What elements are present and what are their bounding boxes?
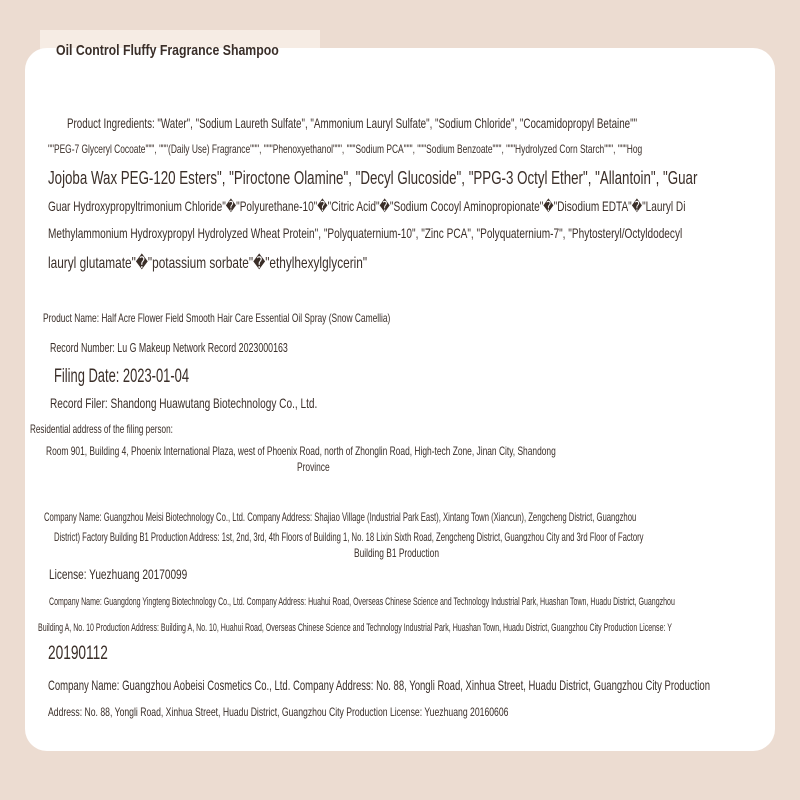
meisi-line-3: Building B1 Production: [354, 546, 439, 560]
yingteng-line-2: Building A, No. 10 Production Address: Building A, No. 10, Huahui Road, Overseas Chinese Science and Technology Industrial Park, Huashan Town, Huadu District, Guangzhou City Production License: Y: [38, 622, 672, 634]
meisi-line-2: District) Factory Building B1 Production Address: 1st, 2nd, 3rd, 4th Floors of Building 1, No. 18 Lixin Sixth Road, Zengcheng District, Guangzhou City and 3rd Floor of Factory: [54, 530, 644, 544]
aobeisi-line-2: Address: No. 88, Yongli Road, Xinhua Street, Huadu District, Guangzhou City Production License: Yuezhuang 20160606: [48, 705, 509, 719]
ingredients-line-5: Methylammonium Hydroxypropyl Hydrolyzed Wheat Protein", "Polyquaternium-10", "Zinc PCA", "Polyquaternium-7", "Phytosteryl/Octyldodecyl: [48, 225, 683, 241]
license-2: 20190112: [48, 643, 108, 664]
address-line-1: Room 901, Building 4, Phoenix International Plaza, west of Phoenix Road, north of Zhonglin Road, High-tech Zone, Jinan City, Shandong: [46, 444, 556, 458]
record-number: Record Number: Lu G Makeup Network Record 2023000163: [50, 340, 288, 355]
page-title: Oil Control Fluffy Fragrance Shampoo: [56, 42, 279, 59]
aobeisi-line-1: Company Name: Guangzhou Aobeisi Cosmetics Co., Ltd. Company Address: No. 88, Yongli Road, Xinhua Street, Huadu District, Guangzhou City Production: [48, 677, 711, 693]
meisi-line-1: Company Name: Guangzhou Meisi Biotechnology Co., Ltd. Company Address: Shajiao Village (Industrial Park East), Xintang Town (Xiancun), Zengcheng District, Guangzhou: [44, 510, 637, 524]
ingredients-line-6: lauryl glutamate"�"potassium sorbate"�"ethylhexylglycerin": [48, 255, 368, 272]
filing-date: Filing Date: 2023-01-04: [54, 366, 190, 387]
ingredients-line-2: ""PEG-7 Glyceryl Cocoate""", """(Daily Use) Fragrance""", """Phenoxyethanol""", """Sodium PCA""", """Sodium Benzoate""", """Hydrolyzed Corn Starch""", """Hog: [48, 142, 643, 156]
record-filer: Record Filer: Shandong Huawutang Biotechnology Co., Ltd.: [50, 395, 318, 411]
product-name: Product Name: Half Acre Flower Field Smooth Hair Care Essential Oil Spray (Snow Camellia): [43, 311, 391, 325]
yingteng-line-1: Company Name: Guangdong Yingteng Biotechnology Co., Ltd. Company Address: Huahui Road, Overseas Chinese Science and Technology Industrial Park, Huashan Town, Huadu District, Guangzhou: [49, 596, 675, 608]
license-1: License: Yuezhuang 20170099: [49, 566, 188, 582]
ingredients-line-1: Product Ingredients: "Water", "Sodium Laureth Sulfate", "Ammonium Lauryl Sulfate", "Sodium Chloride", "Cocamidopropyl Betaine"": [67, 115, 638, 131]
ingredients-line-3: Jojoba Wax PEG-120 Esters", "Piroctone Olamine", "Decyl Glucoside", "PPG-3 Octyl Ether", "Allantoin", "Guar: [48, 168, 698, 188]
address-line-2: Province: [297, 460, 330, 474]
ingredients-line-4: Guar Hydroxypropyltrimonium Chloride"�"Polyurethane-10"�"Citric Acid"�"Sodium Cocoyl Aminopropionate"�"Disodium EDTA"�"Lauryl Di: [48, 198, 686, 214]
address-label: Residential address of the filing person:: [30, 422, 173, 436]
